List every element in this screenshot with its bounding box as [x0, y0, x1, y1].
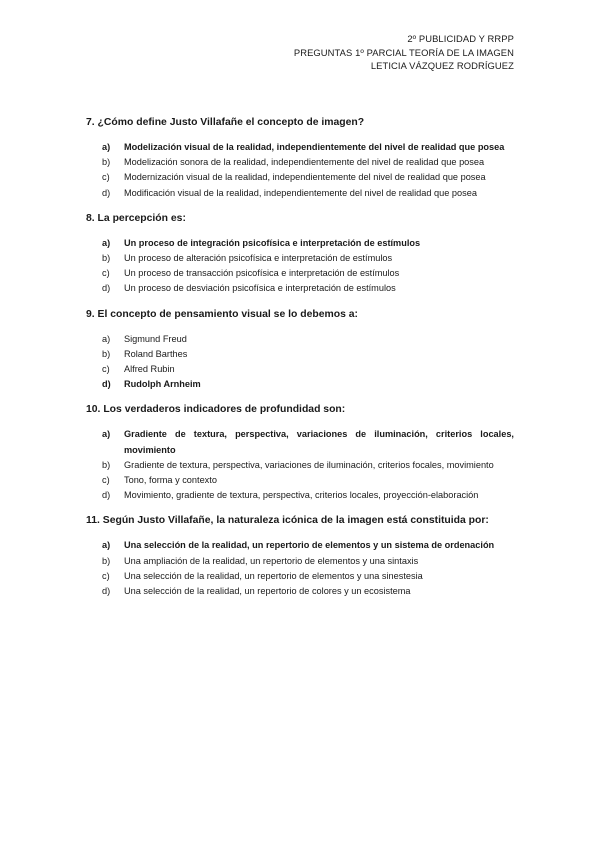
option-label: c) [102, 268, 110, 279]
option-label: d) [102, 187, 111, 198]
option-list [86, 236, 514, 297]
option-text: Modernización visual de la realidad, independientemente del nivel de realidad que posea [124, 172, 486, 183]
option-label: b) [102, 348, 111, 359]
option-d [86, 584, 514, 599]
option-text: Una selección de la realidad, un repertorio de colores y un ecosistema [124, 586, 411, 597]
option-d [86, 377, 514, 392]
option-c [86, 362, 514, 377]
option-text: Roland Barthes [124, 348, 188, 359]
question-title: 10. Los verdaderos indicadores de profundidad son: [86, 404, 346, 416]
document-header [294, 32, 514, 73]
option-b [86, 458, 514, 473]
option-label: a) [102, 237, 111, 248]
question-title: 9. El concepto de pensamiento visual se lo debemos a: [86, 308, 358, 320]
questions-body [86, 116, 514, 599]
option-a [86, 236, 514, 251]
option-label: a) [102, 540, 111, 551]
question-10 [86, 403, 514, 503]
option-label: b) [102, 459, 111, 470]
option-a [86, 332, 514, 347]
option-c [86, 473, 514, 488]
option-label: c) [102, 172, 110, 183]
option-text: Modelización sonora de la realidad, independientemente del nivel de realidad que posea [124, 157, 485, 168]
option-text: Un proceso de transacción psicofísica e interpretación de estímulos [124, 268, 400, 279]
option-text: Modelización visual de la realidad, independientemente del nivel de realidad que posea [124, 142, 505, 152]
option-label: d) [102, 586, 111, 597]
option-c [86, 170, 514, 185]
question-title: 11. Según Justo Villafañe, la naturaleza icónica de la imagen está constituida por: [86, 515, 489, 527]
option-list [86, 332, 514, 393]
option-text: Movimiento, gradiente de textura, perspectiva, criterios locales, proyección-elaboración [124, 490, 479, 501]
header-course: 2º PUBLICIDAD Y RRPP [407, 33, 514, 44]
option-label: b) [102, 253, 111, 264]
option-b [86, 155, 514, 170]
option-text: Rudolph Arnheim [124, 379, 201, 390]
option-text: Gradiente de textura, perspectiva, variaciones de iluminación, criterios locales, movimiento [124, 429, 514, 455]
question-title: 7. ¿Cómo define Justo Villafañe el concepto de imagen? [86, 117, 365, 128]
option-label: c) [102, 475, 110, 486]
option-label: d) [102, 490, 111, 501]
question-7 [86, 116, 514, 201]
option-text: Gradiente de textura, perspectiva, variaciones de iluminación, criterios focales, movimiento [124, 459, 494, 470]
option-a [86, 538, 514, 553]
option-b [86, 347, 514, 362]
option-text: Un proceso de alteración psicofísica e interpretación de estímulos [124, 253, 393, 264]
option-text: Alfred Rubin [124, 364, 175, 375]
option-text: Tono, forma y contexto [124, 475, 217, 486]
option-label: d) [102, 283, 111, 294]
question-9 [86, 308, 514, 393]
question-title: 8. La percepción es: [86, 212, 186, 224]
option-b [86, 554, 514, 569]
option-text: Modificación visual de la realidad, independientemente del nivel de realidad que posea [124, 187, 477, 198]
option-d [86, 281, 514, 296]
option-list [86, 427, 514, 503]
option-label: c) [102, 364, 110, 375]
option-b [86, 251, 514, 266]
option-c [86, 266, 514, 281]
option-text: Una selección de la realidad, un repertorio de elementos y una sinestesia [124, 570, 423, 581]
option-text: Sigmund Freud [124, 333, 187, 344]
option-d [86, 488, 514, 503]
option-label: a) [102, 142, 111, 152]
option-list [86, 140, 514, 201]
question-11 [86, 514, 514, 599]
header-title: PREGUNTAS 1º PARCIAL TEORÍA DE LA IMAGEN [293, 46, 514, 58]
question-8 [86, 212, 514, 297]
option-list [86, 538, 514, 599]
option-d [86, 186, 514, 201]
option-text: Un proceso de integración psicofísica e interpretación de estímulos [124, 237, 421, 248]
option-label: a) [102, 429, 111, 440]
option-text: Un proceso de desviación psicofísica e interpretación de estímulos [124, 283, 396, 294]
option-text: Una ampliación de la realidad, un repertorio de elementos y una sintaxis [124, 555, 419, 566]
header-author: LETICIA VÁZQUEZ RODRÍGUEZ [370, 60, 514, 72]
option-label: c) [102, 570, 110, 581]
option-a [86, 140, 514, 155]
option-label: a) [102, 333, 111, 344]
option-label: d) [102, 379, 111, 390]
option-label: b) [102, 555, 111, 566]
option-c [86, 569, 514, 584]
option-label: b) [102, 157, 111, 168]
option-a [86, 427, 514, 457]
option-text: Una selección de la realidad, un repertorio de elementos y un sistema de ordenación [124, 540, 495, 551]
